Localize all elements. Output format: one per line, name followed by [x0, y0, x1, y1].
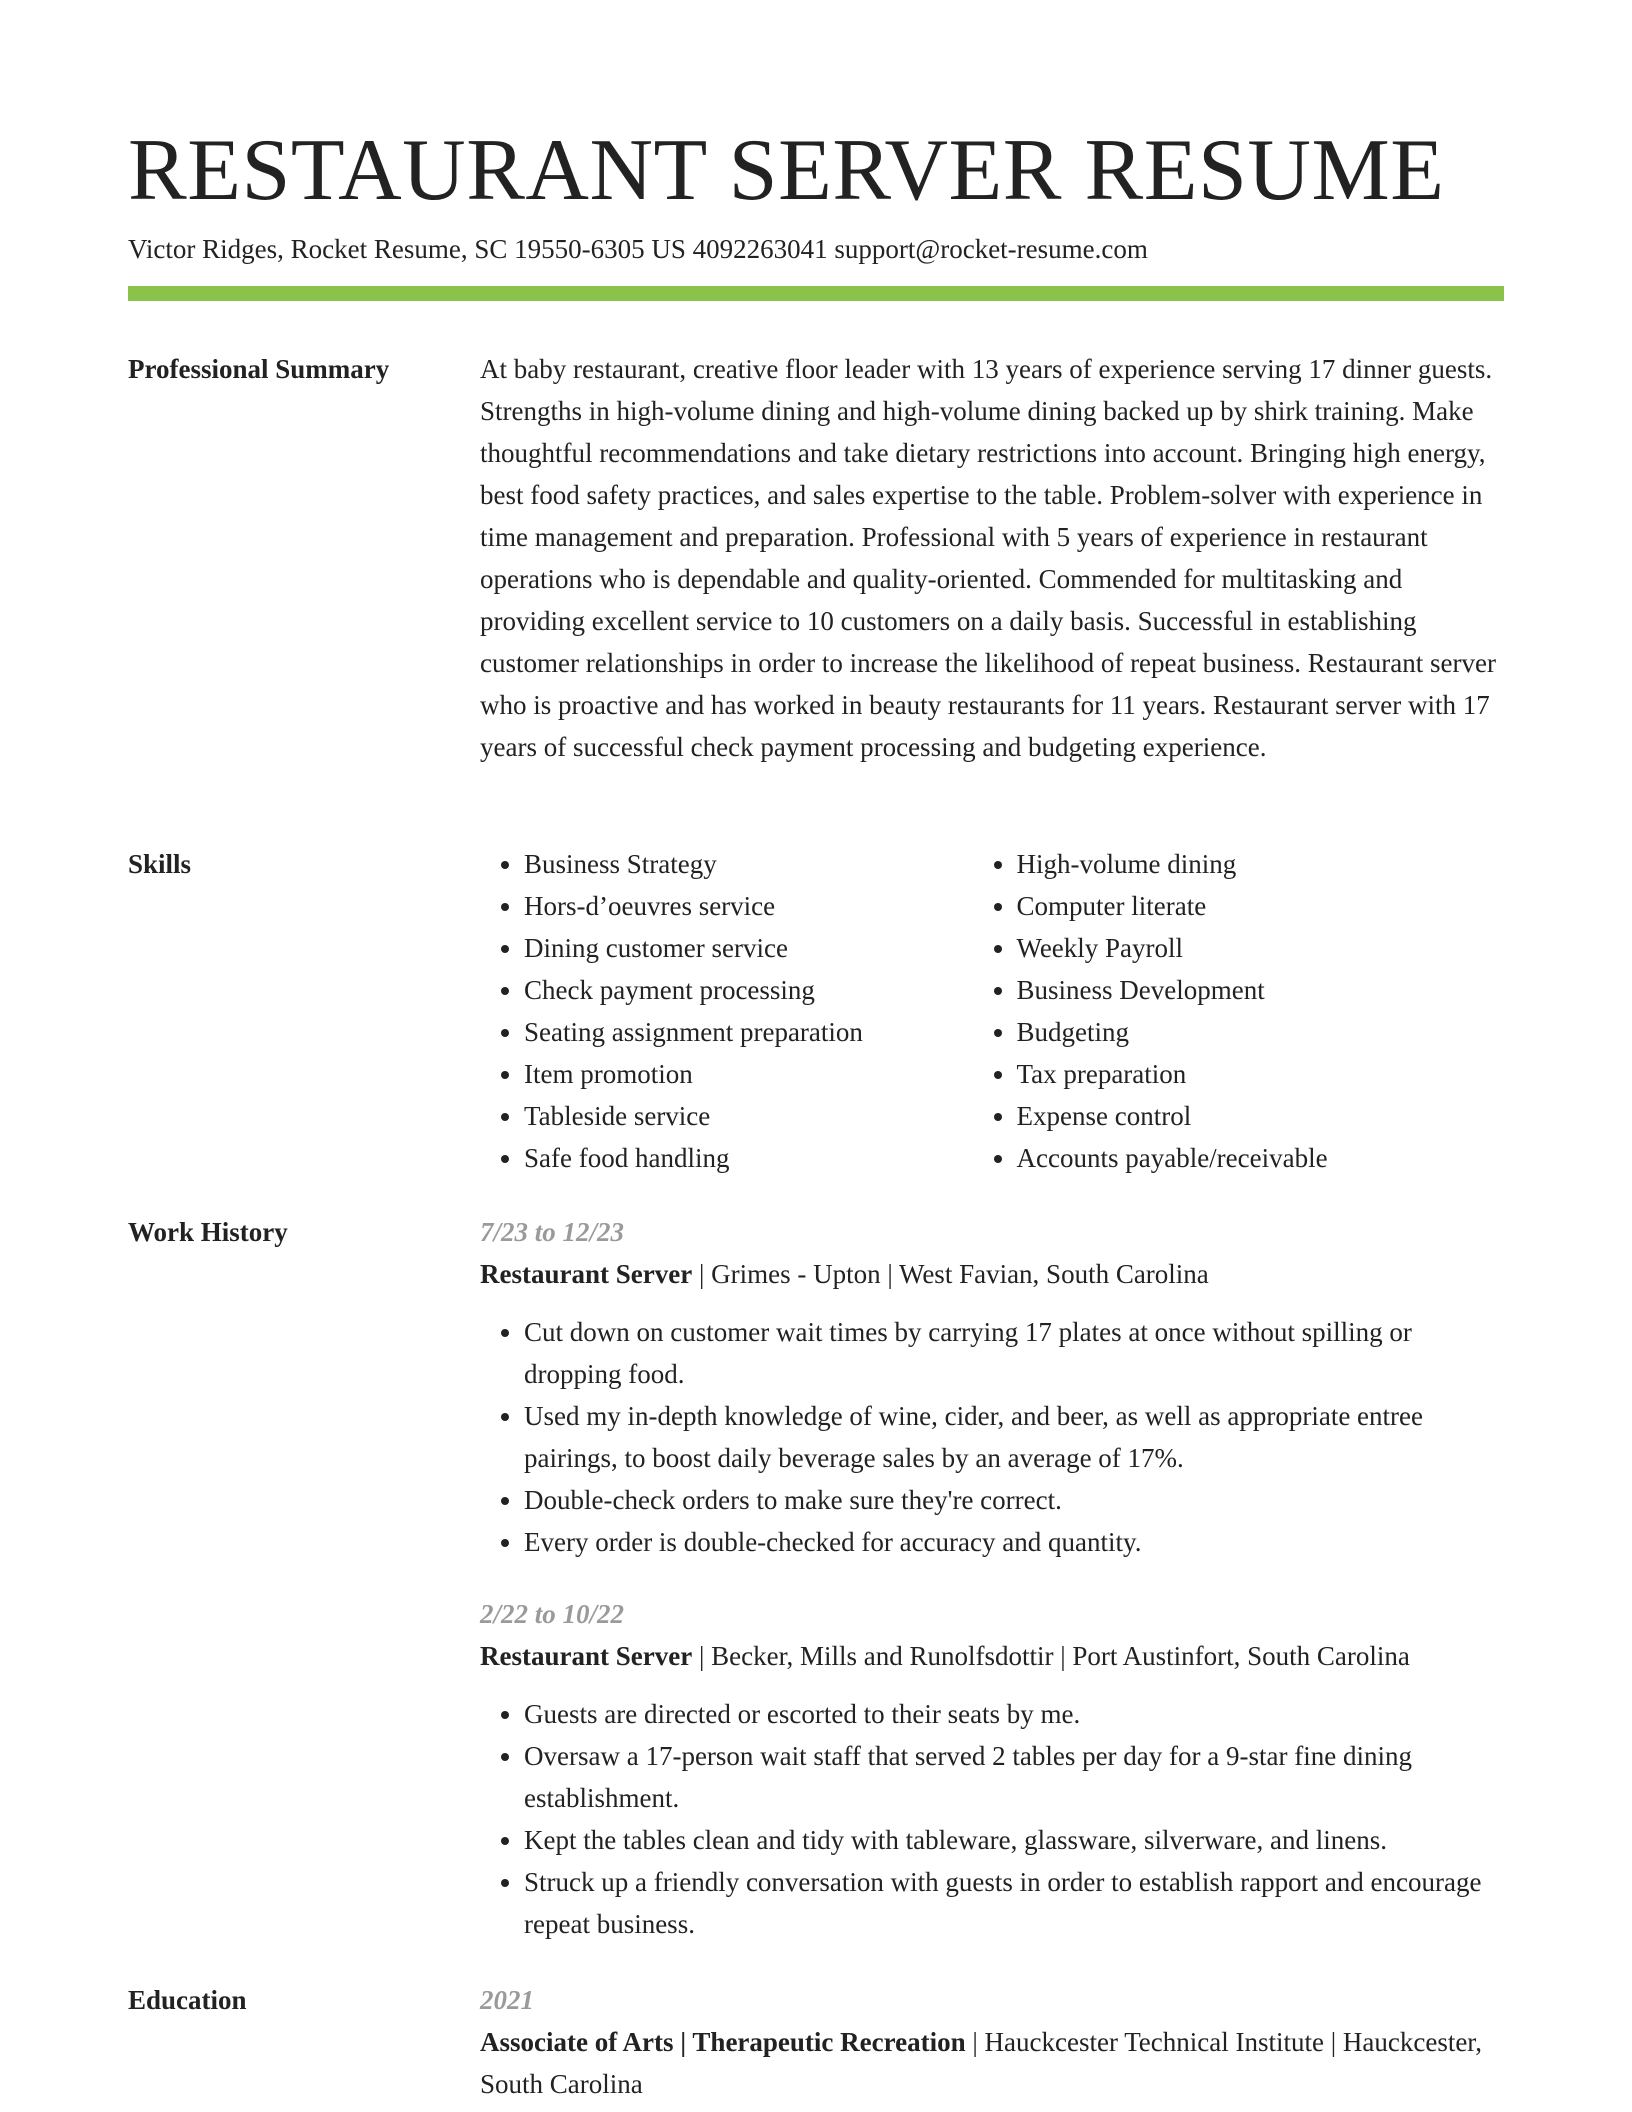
- job-bullet: • Guests are directed or escorted to their seats by me.: [524, 1693, 1504, 1735]
- summary-text: At baby restaurant, creative floor leader with 13 years of experience serving 17 dinner guests. Strengths in high-volume dining and high-volume dining backed up by shirk training. Make thoughtful recommendations and take dietary restrictions into account. Bringing high energy, best food safety practices, and sales expertise to the table. Problem-solver with experience in time management and preparation. Professional with 5 years of experience in restaurant operations who is dependable and quality-oriented. Commended for multitasking and providing excellent service to 10 customers on a daily basis. Successful in establishing customer relationships in order to increase the likelihood of repeat business. Restaurant server who is proactive and has worked in beauty restaurants for 11 years. Restaurant server with 17 years of successful check payment processing and budgeting experience.: [480, 354, 1496, 762]
- skill-item: • Business Strategy: [524, 843, 973, 885]
- summary-section: [480, 348, 1504, 768]
- job-title: Restaurant Server: [480, 1259, 693, 1289]
- job-dates: 7/23 to 12/23: [480, 1217, 625, 1247]
- education-details: | Hauckcester Technical Institute | Hauckcester, South Carolina: [480, 2027, 1482, 2099]
- education-entry: [480, 2021, 1504, 2105]
- job-details: | Grimes - Upton | West Favian, South Carolina: [692, 1259, 1209, 1289]
- job-bullet: • Cut down on customer wait times by carrying 17 plates at once without spilling or dropping food.: [524, 1311, 1504, 1395]
- education-section: [480, 1979, 1504, 2105]
- header-divider: [128, 286, 1504, 301]
- education-section-label: Education: [128, 1985, 247, 2015]
- education-year: 2021: [480, 1985, 534, 2015]
- skills-section: [480, 843, 1504, 1179]
- skill-item: • Business Development: [1017, 969, 1505, 1011]
- skill-item: • Tableside service: [524, 1095, 973, 1137]
- work-section-label: Work History: [128, 1217, 288, 1247]
- skill-item: • Weekly Payroll: [1017, 927, 1505, 969]
- skill-item: • High-volume dining: [1017, 843, 1505, 885]
- job-bullet: • Used my in-depth knowledge of wine, cider, and beer, as well as appropriate entree pairings, to boost daily beverage sales by an average of 17%.: [524, 1395, 1504, 1479]
- job-bullet: • Double-check orders to make sure they're correct.: [524, 1479, 1504, 1521]
- job-title: Restaurant Server: [480, 1641, 693, 1671]
- skill-item: • Expense control: [1017, 1095, 1505, 1137]
- job-bullets: [480, 1693, 1504, 1945]
- skills-list-right: [973, 843, 1505, 1179]
- job-bullet: • Struck up a friendly conversation with guests in order to establish rapport and encourage repeat business.: [524, 1861, 1504, 1945]
- job-bullet: • Oversaw a 17-person wait staff that served 2 tables per day for a 9-star fine dining establishment.: [524, 1735, 1504, 1819]
- job-bullet: • Every order is double-checked for accuracy and quantity.: [524, 1521, 1504, 1563]
- education-degree: Associate of Arts | Therapeutic Recreation: [480, 2027, 966, 2057]
- skill-item: • Check payment processing: [524, 969, 973, 1011]
- skill-item: • Budgeting: [1017, 1011, 1505, 1053]
- skill-item: • Computer literate: [1017, 885, 1505, 927]
- job-entry: [480, 1593, 1504, 1945]
- job-bullets: [480, 1311, 1504, 1563]
- job-bullet: • Kept the tables clean and tidy with tableware, glassware, silverware, and linens.: [524, 1819, 1504, 1861]
- skills-list-left: [480, 843, 973, 1179]
- skill-item: • Tax preparation: [1017, 1053, 1505, 1095]
- job-entry: [480, 1211, 1504, 1563]
- job-details: | Becker, Mills and Runolfsdottir | Port Austinfort, South Carolina: [692, 1641, 1410, 1671]
- skill-item: • Item promotion: [524, 1053, 973, 1095]
- summary-section-label: Professional Summary: [128, 354, 390, 384]
- job-role: [480, 1635, 1504, 1677]
- skill-item: • Dining customer service: [524, 927, 973, 969]
- skill-item: • Seating assignment preparation: [524, 1011, 973, 1053]
- skills-section-label: Skills: [128, 849, 192, 879]
- skill-item: • Hors-d’oeuvres service: [524, 885, 973, 927]
- contact-line: Victor Ridges, Rocket Resume, SC 19550-6305 US 4092263041 support@rocket-resume.com: [128, 234, 1148, 264]
- job-dates: 2/22 to 10/22: [480, 1599, 625, 1629]
- resume-title: RESTAURANT SERVER RESUME: [128, 122, 1445, 219]
- work-section: [480, 1211, 1504, 1945]
- skill-item: • Safe food handling: [524, 1137, 973, 1179]
- skill-item: • Accounts payable/receivable: [1017, 1137, 1505, 1179]
- job-role: [480, 1253, 1504, 1295]
